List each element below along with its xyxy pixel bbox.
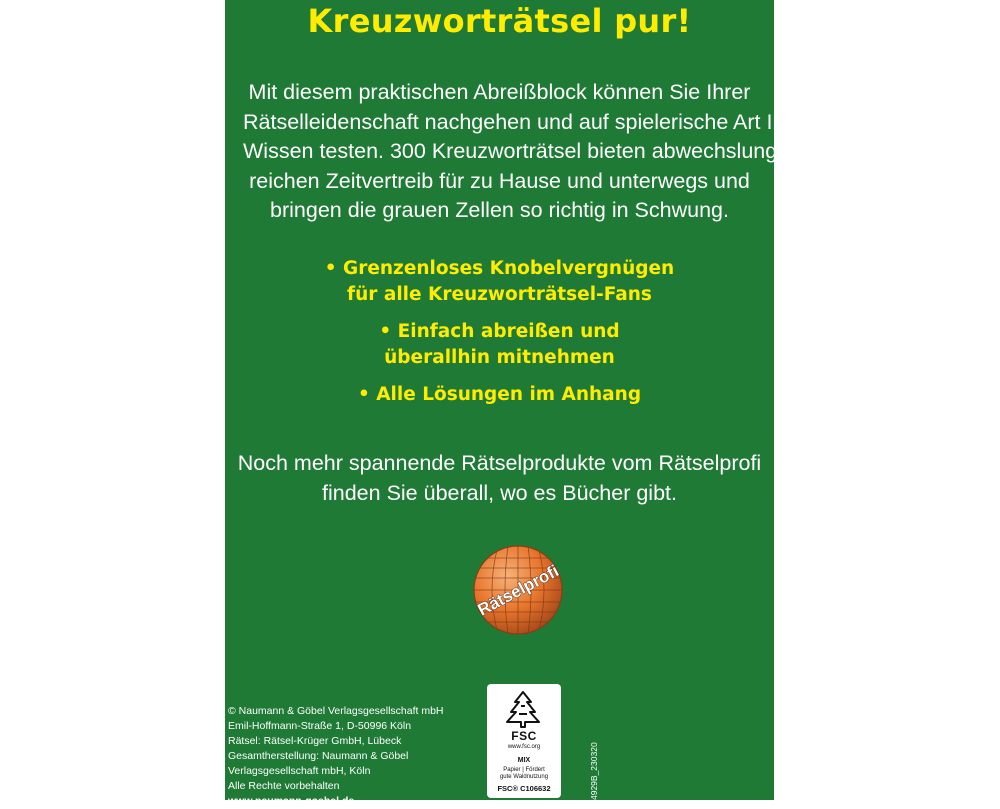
imprint-line: Rätsel: Rätsel-Krüger GmbH, Lübeck: [228, 735, 402, 747]
fsc-claim-line: gute Waldnutzung: [499, 774, 549, 780]
fsc-url: www.fsc.org: [507, 744, 541, 750]
feature-line: • Alle Lösungen im Anhang: [357, 384, 642, 405]
fsc-license-code: FSC® C106632: [497, 784, 551, 793]
fsc-claim-line: Papier | Fördert: [503, 767, 545, 773]
more-products-paragraph: [225, 448, 774, 508]
page-title: Kreuzworträtsel pur!: [307, 2, 692, 40]
intro-line: bringen die grauen Zellen so richtig in Schwung.: [270, 198, 729, 222]
feature-line: für alle Kreuzworträtsel-Fans: [347, 284, 652, 305]
more-line: Noch mehr spannende Rätselprodukte vom Rätselprofi: [237, 451, 762, 475]
back-cover: [225, 0, 796, 807]
imprint-line: Verlagsgesellschaft mbH, Köln: [228, 765, 371, 777]
fsc-label: [487, 684, 561, 798]
article-number: 4929B_230320: [589, 742, 599, 800]
website-link[interactable]: www.naumann-goebel.de: [228, 795, 355, 807]
feature-list: [225, 256, 774, 419]
crossword-globe-icon: [468, 544, 568, 636]
intro-line: Wissen testen. 300 Kreuzworträtsel bieten abwechslungs-: [243, 139, 796, 163]
intro-line: reichen Zeitvertreib für zu Hause und unterwegs und: [249, 168, 750, 193]
intro-paragraph: [243, 78, 796, 226]
feature-line: überallhin mitnehmen: [384, 347, 615, 368]
more-line: finden Sie überall, wo es Bücher gibt.: [322, 481, 677, 505]
fsc-tree-icon: [501, 690, 545, 728]
imprint-line: Alle Rechte vorbehalten: [228, 780, 340, 792]
intro-line: Mit diesem praktischen Abreißblock können Sie Ihrer: [248, 80, 751, 104]
feature-line: • Einfach abreißen und: [379, 321, 620, 342]
logo-text: Rätselprofi: [474, 561, 562, 620]
fsc-wordmark: FSC: [511, 729, 537, 743]
intro-line: Rätselleidenschaft nachgehen und auf spielerische Art Ihr: [243, 109, 792, 134]
imprint-line: Emil-Hoffmann-Straße 1, D-50996 Köln: [228, 720, 412, 732]
imprint-line: Gesamtherstellung: Naumann & Göbel: [228, 750, 409, 762]
feature-item: [225, 382, 774, 408]
fsc-mix-label: MIX: [517, 757, 531, 764]
imprint-line: © Naumann & Göbel Verlagsgesellschaft mbH: [228, 705, 444, 717]
feature-item: [225, 256, 774, 308]
feature-item: [225, 319, 774, 371]
feature-line: • Grenzenloses Knobelvergnügen: [324, 258, 675, 279]
imprint: [228, 704, 468, 809]
